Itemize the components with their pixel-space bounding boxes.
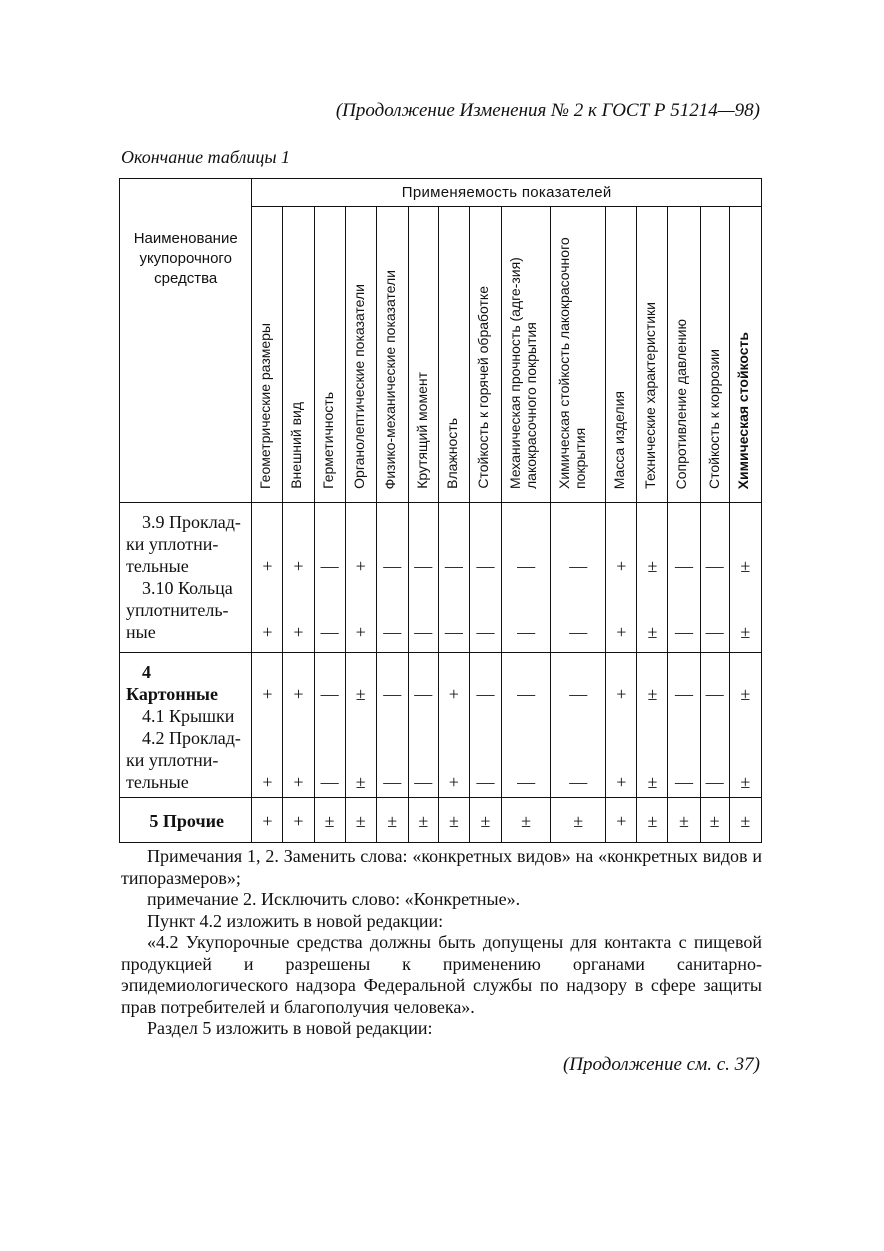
column-header: Внешний вид (288, 402, 305, 489)
row-name-line: 3.10 Кольца (142, 578, 233, 598)
column-header: Стойкость к горячей обработке (474, 286, 491, 489)
cell (314, 653, 345, 798)
column-header: Механическая прочность (адге-зия) лакокрасочного покрытия (507, 257, 539, 489)
cell (283, 798, 314, 843)
cell-value: — (705, 556, 724, 576)
cell-value: ± (573, 811, 584, 831)
cell-value: + (262, 684, 273, 704)
cell-value: — (569, 772, 588, 792)
row-name-line: 4 Картонные (126, 662, 218, 704)
cell (668, 653, 700, 798)
notes-text (121, 846, 762, 1040)
row-name-line: ные (126, 622, 156, 642)
cell-value: + (616, 556, 627, 576)
cell-value: ± (324, 811, 335, 831)
cell-value: — (383, 622, 402, 642)
cell (668, 503, 700, 653)
group-header: Применяемость показателей (252, 179, 762, 207)
cell (376, 653, 408, 798)
cell (438, 798, 469, 843)
cell (283, 653, 314, 798)
cell (469, 798, 501, 843)
cell-value: — (444, 622, 463, 642)
cell-value: — (320, 556, 339, 576)
cell (729, 503, 761, 653)
cell-value: — (476, 684, 495, 704)
cell-value: — (414, 772, 433, 792)
column-header: Крутящий момент (413, 372, 430, 489)
cell-value: ± (740, 556, 751, 576)
column-header: Сопротивление давлению (673, 318, 690, 489)
applicability-table (119, 178, 762, 843)
cell-value: — (569, 556, 588, 576)
column-header: Химическая стойкость лакокрасочного покрытия (556, 237, 589, 489)
cell-value: — (705, 684, 724, 704)
cell-value: — (414, 684, 433, 704)
cell (551, 503, 606, 653)
paragraph: примечание 2. Исключить слово: «Конкретные». (147, 889, 521, 909)
cell-value: — (517, 772, 536, 792)
cell (314, 503, 345, 653)
table-row (120, 798, 762, 843)
cell-value: + (616, 811, 627, 831)
cell (345, 798, 376, 843)
paragraph: «4.2 Укупорочные средства должны быть допущены для контакта с пищевой продукцией и разрешены к применению органами санитарно-эпидемиологического надзора Федеральной службы по надзору в сфере защиты прав потребителей и благополучия человека». (121, 932, 762, 1017)
cell-value: ± (355, 811, 366, 831)
cell-value: ± (355, 772, 366, 792)
cell-value: — (569, 684, 588, 704)
paragraph: Раздел 5 изложить в новой редакции: (147, 1018, 433, 1038)
cell (668, 798, 700, 843)
cell-value: — (320, 622, 339, 642)
cell-value: ± (679, 811, 689, 831)
cell (469, 653, 501, 798)
paragraph: Пункт 4.2 изложить в новой редакции: (147, 910, 444, 931)
row-name-line: ки уплотни- (126, 750, 219, 770)
cell (502, 798, 551, 843)
cell (700, 653, 729, 798)
cell-value: + (293, 622, 304, 642)
running-footer: (Продолжение см. с. 37) (562, 1054, 760, 1075)
column-header: Герметичность (319, 392, 336, 489)
cell-value: ± (448, 811, 459, 831)
cell-value: ± (647, 556, 658, 576)
cell (438, 653, 469, 798)
table-row (120, 653, 762, 798)
cell (700, 798, 729, 843)
cell (700, 503, 729, 653)
cell (408, 503, 438, 653)
cell-value: + (262, 622, 273, 642)
table-row (120, 503, 762, 653)
row-name (120, 798, 252, 843)
cell-value: ± (740, 772, 751, 792)
row-name-line: 5 Прочие (149, 811, 224, 831)
cell (502, 653, 551, 798)
cell (606, 653, 637, 798)
column-header: Влажность (443, 418, 460, 489)
cell (606, 503, 637, 653)
column-header: Стойкость к коррозии (705, 349, 722, 489)
cell (729, 653, 761, 798)
row-name-line: 3.9 Проклад- (142, 512, 241, 532)
cell (551, 798, 606, 843)
row-name-line: уплотнитель- (126, 600, 229, 620)
row-name-line: ки уплотни- (126, 534, 219, 554)
cell-value: ± (418, 811, 429, 831)
table-caption: Окончание таблицы 1 (121, 147, 291, 167)
column-header: Масса изделия (611, 390, 628, 489)
cell-value: + (293, 684, 304, 704)
cell (637, 653, 668, 798)
cell-value: ± (740, 811, 751, 831)
cell (345, 503, 376, 653)
cell-value: — (414, 622, 433, 642)
cell-value: ± (647, 772, 658, 792)
cell-value: ± (355, 684, 366, 704)
cell-value: ± (647, 622, 658, 642)
cell-value: + (448, 684, 459, 704)
column-header: Геометрические размеры (257, 323, 274, 489)
cell-value: — (320, 772, 339, 792)
cell (252, 798, 283, 843)
cell (252, 503, 283, 653)
cell (314, 798, 345, 843)
column-header: Физико-механические показатели (381, 269, 398, 489)
cell-value: + (355, 622, 366, 642)
cell-value: — (476, 622, 495, 642)
cell-value: — (674, 772, 693, 792)
cell-value: + (293, 811, 304, 831)
cell (606, 798, 637, 843)
cell (551, 653, 606, 798)
row-name-line: 4.2 Проклад- (142, 728, 241, 748)
row-name-line: 4.1 Крышки (142, 706, 235, 726)
cell (345, 653, 376, 798)
cell-value: + (262, 811, 273, 831)
cell-value: — (517, 622, 536, 642)
cell (408, 653, 438, 798)
cell-value: — (476, 772, 495, 792)
running-header: (Продолжение Изменения № 2 к ГОСТ Р 51214—98) (335, 100, 760, 121)
cell-value: + (448, 772, 459, 792)
column-header: Химическая стойкость (734, 331, 751, 489)
cell-value: + (293, 556, 304, 576)
cell-value: — (414, 556, 433, 576)
cell-value: + (616, 684, 627, 704)
cell-value: — (383, 772, 402, 792)
cell (637, 503, 668, 653)
cell (408, 798, 438, 843)
cell (729, 798, 761, 843)
cell-value: + (355, 556, 366, 576)
cell-value: ± (709, 811, 720, 831)
cell-value: — (383, 684, 402, 704)
cell-value: ± (740, 622, 751, 642)
name-column-header: Наименование укупорочного средства (120, 179, 252, 503)
row-name (120, 653, 252, 798)
cell-value: + (262, 772, 273, 792)
cell (252, 653, 283, 798)
cell-value: + (616, 772, 627, 792)
column-header: Технические характеристики (642, 302, 659, 489)
cell-value: ± (387, 811, 398, 831)
cell (637, 798, 668, 843)
cell (438, 503, 469, 653)
cell-value: ± (521, 811, 532, 831)
cell-value: ± (647, 684, 658, 704)
cell (376, 503, 408, 653)
cell-value: ± (740, 684, 751, 704)
cell (469, 503, 501, 653)
cell-value: — (705, 622, 724, 642)
cell (283, 503, 314, 653)
cell-value: — (674, 684, 693, 704)
cell-value: ± (480, 811, 491, 831)
cell-value: + (616, 622, 627, 642)
column-header: Органолептические показатели (350, 284, 367, 489)
cell-value: — (705, 772, 724, 792)
cell-value: — (476, 556, 495, 576)
cell-value: + (293, 772, 304, 792)
cell (502, 503, 551, 653)
cell-value: ± (647, 811, 658, 831)
cell-value: — (517, 556, 536, 576)
cell-value: — (674, 622, 693, 642)
cell (376, 798, 408, 843)
cell-value: — (444, 556, 463, 576)
cell-value: — (383, 556, 402, 576)
cell-value: — (569, 622, 588, 642)
row-name (120, 503, 252, 653)
row-name-line: тельные (126, 556, 189, 576)
cell-value: — (320, 684, 339, 704)
row-name-line: тельные (126, 772, 189, 792)
cell-value: + (262, 556, 273, 576)
cell-value: — (517, 684, 536, 704)
cell-value: — (674, 556, 693, 576)
paragraph: Примечания 1, 2. Заменить слова: «конкретных видов» на «конкретных видов и типоразмеров»; (121, 846, 762, 888)
